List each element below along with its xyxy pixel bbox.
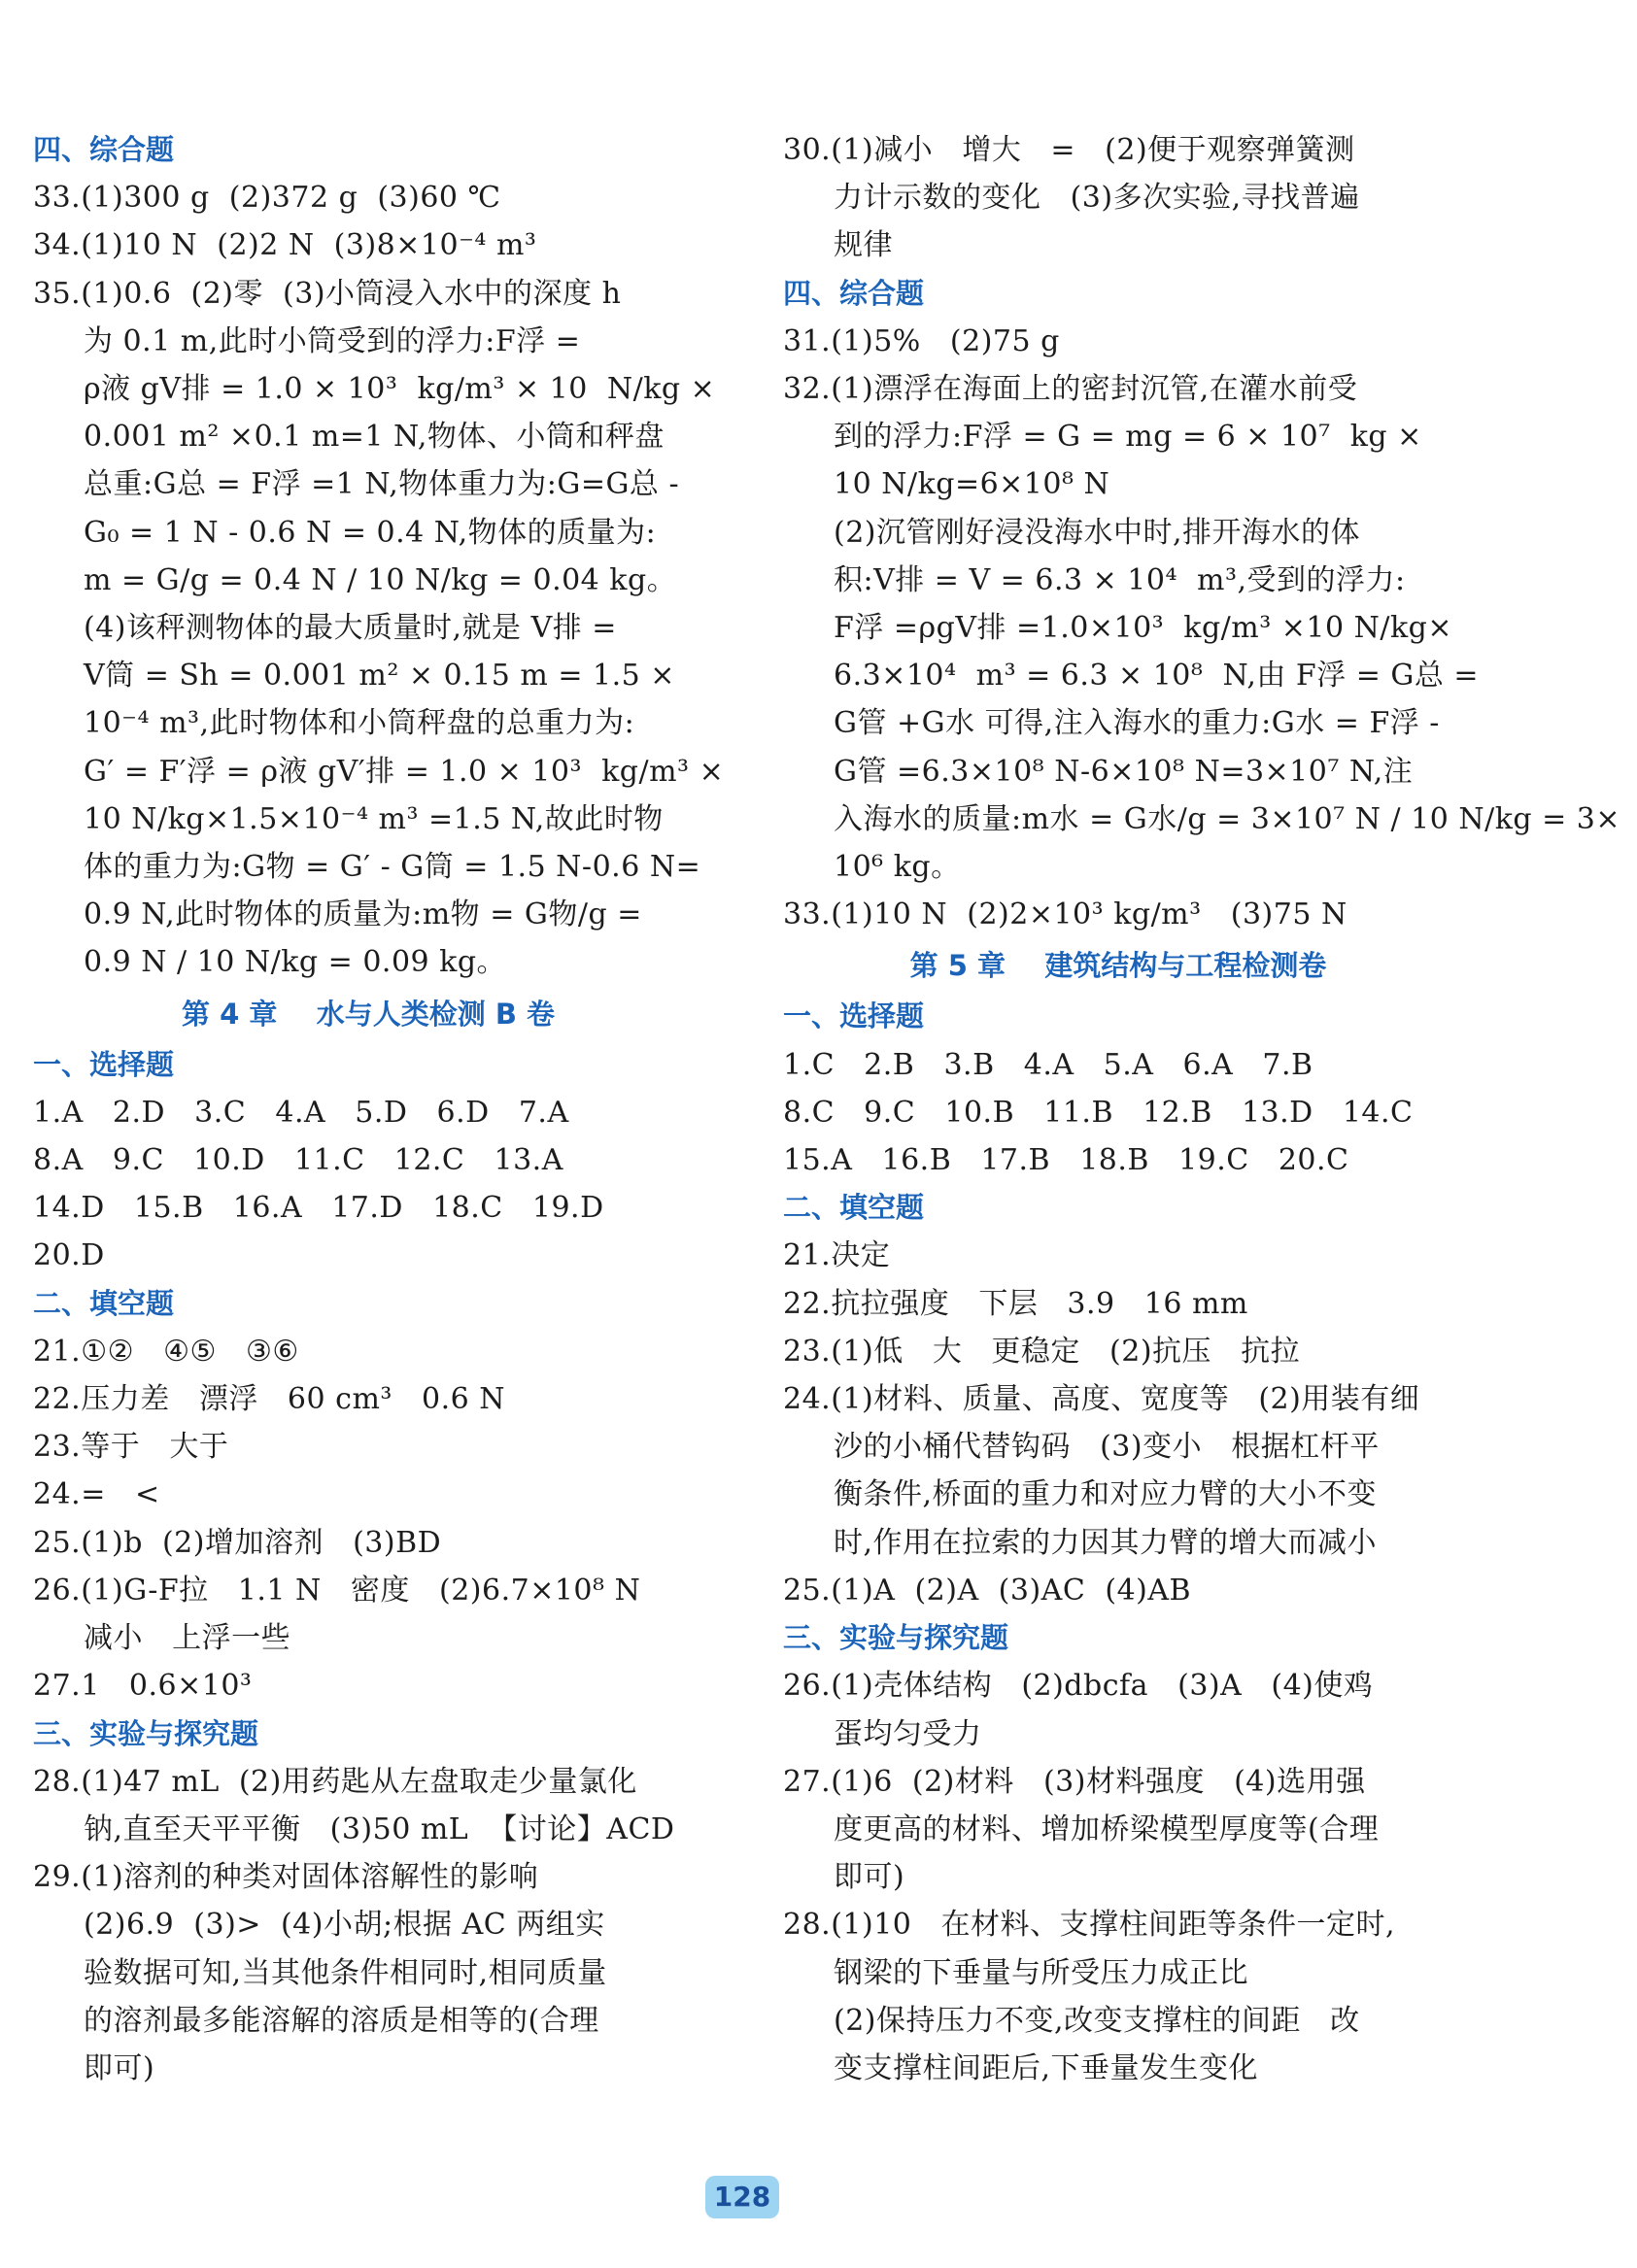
answer-line: 15.A 16.B 17.B 18.B 19.C 20.C — [783, 1143, 1349, 1178]
section-heading: 四、综合题 — [33, 133, 175, 166]
answer-continuation-line: (2)6.9 (3)> (4)小胡;根据 AC 两组实 — [84, 1908, 605, 1943]
answer-continuation-line: 6.3×10⁴ m³ = 6.3 × 10⁸ N,由 F浮 = G总 = — [834, 659, 1480, 694]
answer-continuation-line: F浮 =ρgV排 =1.0×10³ kg/m³ ×10 N/kg× — [834, 611, 1453, 646]
answer-line: 33.(1)300 g (2)372 g (3)60 ℃ — [33, 181, 501, 216]
answer-continuation-line: G′ = F′浮 = ρ液 gV′排 = 1.0 × 10³ kg/m³ × — [84, 754, 725, 789]
answer-continuation-line: (2)沉管刚好浸没海水中时,排开海水的体 — [834, 515, 1361, 550]
answer-line: 25.(1)b (2)增加溶剂 (3)BD — [33, 1525, 442, 1560]
section-heading: 三、实验与探究题 — [783, 1621, 1009, 1655]
answer-continuation-line: 变支撑柱间距后,下垂量发生变化 — [834, 2050, 1259, 2085]
answer-continuation-line: 积:V排 = V = 6.3 × 10⁴ m³,受到的浮力: — [834, 562, 1406, 597]
answer-continuation-line: 钢梁的下垂量与所受压力成正比 — [834, 1955, 1248, 1990]
answer-continuation-line: 即可) — [834, 1860, 905, 1895]
answer-continuation-line: 0.9 N / 10 N/kg = 0.09 kg。 — [84, 945, 507, 980]
answer-continuation-line: 蛋均匀受力 — [834, 1716, 982, 1751]
answer-continuation-line: 力计示数的变化 (3)多次实验,寻找普遍 — [834, 181, 1360, 216]
chapter-title: 第 4 章 水与人类检测 B 卷 — [181, 997, 556, 1031]
answer-continuation-line: 总重:G总 = F浮 =1 N,物体重力为:G=G总 - — [84, 467, 680, 502]
answer-line: 21.决定 — [783, 1238, 891, 1273]
answer-line: 33.(1)10 N (2)2×10³ kg/m³ (3)75 N — [783, 897, 1347, 932]
answer-continuation-line: 验数据可知,当其他条件相同时,相同质量 — [84, 1955, 607, 1990]
answer-continuation-line: 入海水的质量:m水 = G水/g = 3×10⁷ N / 10 N/kg = 3× — [834, 801, 1621, 836]
answer-line: 28.(1)10 在材料、支撑柱间距等条件一定时, — [783, 1908, 1396, 1943]
answer-line: 22.抗拉强度 下层 3.9 16 mm — [783, 1286, 1248, 1321]
answer-line: 26.(1)壳体结构 (2)dbcfa (3)A (4)使鸡 — [783, 1669, 1374, 1704]
answer-line: 35.(1)0.6 (2)零 (3)小筒浸入水中的深度 h — [33, 276, 622, 311]
section-heading: 四、综合题 — [783, 276, 925, 310]
answer-line: 24.= < — [33, 1477, 160, 1512]
answer-line: 1.A 2.D 3.C 4.A 5.D 6.D 7.A — [33, 1095, 569, 1130]
answer-continuation-line: 10⁶ kg。 — [834, 850, 961, 885]
answer-line: 28.(1)47 mL (2)用药匙从左盘取走少量氯化 — [33, 1764, 637, 1799]
answer-continuation-line: 10 N/kg=6×10⁸ N — [834, 467, 1110, 502]
answer-line: 31.(1)5% (2)75 g — [783, 323, 1060, 358]
section-heading: 二、填空题 — [783, 1191, 925, 1225]
answer-continuation-line: 钠,直至天平平衡 (3)50 mL 【讨论】ACD — [84, 1811, 675, 1846]
answer-continuation-line: 的溶剂最多能溶解的溶质是相等的(合理 — [84, 2003, 599, 2038]
section-heading: 二、填空题 — [33, 1286, 175, 1320]
answer-line: 26.(1)G-F拉 1.1 N 密度 (2)6.7×10⁸ N — [33, 1573, 641, 1608]
answer-line: 8.C 9.C 10.B 11.B 12.B 13.D 14.C — [783, 1095, 1414, 1130]
answer-continuation-line: 减小 上浮一些 — [84, 1621, 291, 1656]
answer-continuation-line: G管 =6.3×10⁸ N-6×10⁸ N=3×10⁷ N,注 — [834, 754, 1414, 789]
answer-line: 21.①② ④⑤ ③⑥ — [33, 1334, 299, 1369]
answer-continuation-line: 时,作用在拉索的力因其力臂的增大而减小 — [834, 1525, 1378, 1560]
section-heading: 三、实验与探究题 — [33, 1716, 259, 1750]
answer-continuation-line: 0.9 N,此时物体的质量为:m物 = G物/g = — [84, 897, 642, 932]
answer-line: 27.1 0.6×10³ — [33, 1669, 253, 1704]
answer-continuation-line: (2)保持压力不变,改变支撑柱的间距 改 — [834, 2003, 1360, 2038]
page-number: 128 — [705, 2176, 779, 2218]
answer-line: 20.D — [33, 1238, 105, 1273]
answer-continuation-line: 为 0.1 m,此时小筒受到的浮力:F浮 = — [84, 323, 581, 358]
answer-continuation-line: V筒 = Sh = 0.001 m² × 0.15 m = 1.5 × — [84, 659, 675, 694]
answer-line: 1.C 2.B 3.B 4.A 5.A 6.A 7.B — [783, 1047, 1313, 1082]
answer-continuation-line: 0.001 m² ×0.1 m=1 N,物体、小筒和秤盘 — [84, 420, 665, 455]
answer-line: 30.(1)减小 增大 = (2)便于观察弹簧测 — [783, 133, 1355, 167]
answer-line: 23.等于 大于 — [33, 1430, 229, 1465]
answer-line: 27.(1)6 (2)材料 (3)材料强度 (4)选用强 — [783, 1764, 1366, 1799]
answer-line: 25.(1)A (2)A (3)AC (4)AB — [783, 1573, 1192, 1608]
answer-line: 32.(1)漂浮在海面上的密封沉管,在灌水前受 — [783, 372, 1358, 407]
answer-continuation-line: 体的重力为:G物 = G′ - G筒 = 1.5 N-0.6 N= — [84, 850, 701, 885]
answer-continuation-line: 度更高的材料、增加桥梁模型厚度等(合理 — [834, 1811, 1380, 1846]
answer-continuation-line: ρ液 gV排 = 1.0 × 10³ kg/m³ × 10 N/kg × — [84, 372, 716, 407]
left-column — [33, 126, 725, 2092]
answer-continuation-line: 即可) — [84, 2050, 155, 2085]
answer-line: 14.D 15.B 16.A 17.D 18.C 19.D — [33, 1191, 604, 1226]
section-heading: 一、选择题 — [783, 999, 925, 1033]
right-column — [783, 126, 1621, 2092]
answer-line: 24.(1)材料、质量、高度、宽度等 (2)用装有细 — [783, 1382, 1420, 1417]
answer-continuation-line: m = G/g = 0.4 N / 10 N/kg = 0.04 kg。 — [84, 562, 677, 597]
answer-continuation-line: 10 N/kg×1.5×10⁻⁴ m³ =1.5 N,故此时物 — [84, 801, 664, 836]
answer-continuation-line: 到的浮力:F浮 = G = mg = 6 × 10⁷ kg × — [834, 420, 1422, 455]
answer-continuation-line: 衡条件,桥面的重力和对应力臂的大小不变 — [834, 1477, 1378, 1512]
answer-continuation-line: 沙的小桶代替钩码 (3)变小 根据杠杆平 — [834, 1430, 1380, 1465]
answer-continuation-line: (4)该秤测物体的最大质量时,就是 V排 = — [84, 611, 617, 646]
answer-line: 34.(1)10 N (2)2 N (3)8×10⁻⁴ m³ — [33, 228, 537, 263]
chapter-title: 第 5 章 建筑结构与工程检测卷 — [909, 949, 1327, 983]
section-heading: 一、选择题 — [33, 1047, 175, 1081]
answer-continuation-line: 规律 — [834, 228, 893, 263]
answer-line: 22.压力差 漂浮 60 cm³ 0.6 N — [33, 1382, 506, 1417]
answer-line: 29.(1)溶剂的种类对固体溶解性的影响 — [33, 1860, 539, 1895]
answer-continuation-line: G₀ = 1 N - 0.6 N = 0.4 N,物体的质量为: — [84, 515, 657, 550]
answer-line: 8.A 9.C 10.D 11.C 12.C 13.A — [33, 1143, 563, 1178]
answer-continuation-line: 10⁻⁴ m³,此时物体和小筒秤盘的总重力为: — [84, 706, 635, 741]
answer-line: 23.(1)低 大 更稳定 (2)抗压 抗拉 — [783, 1334, 1301, 1369]
answer-continuation-line: G管 +G水 可得,注入海水的重力:G水 = F浮 - — [834, 706, 1440, 741]
